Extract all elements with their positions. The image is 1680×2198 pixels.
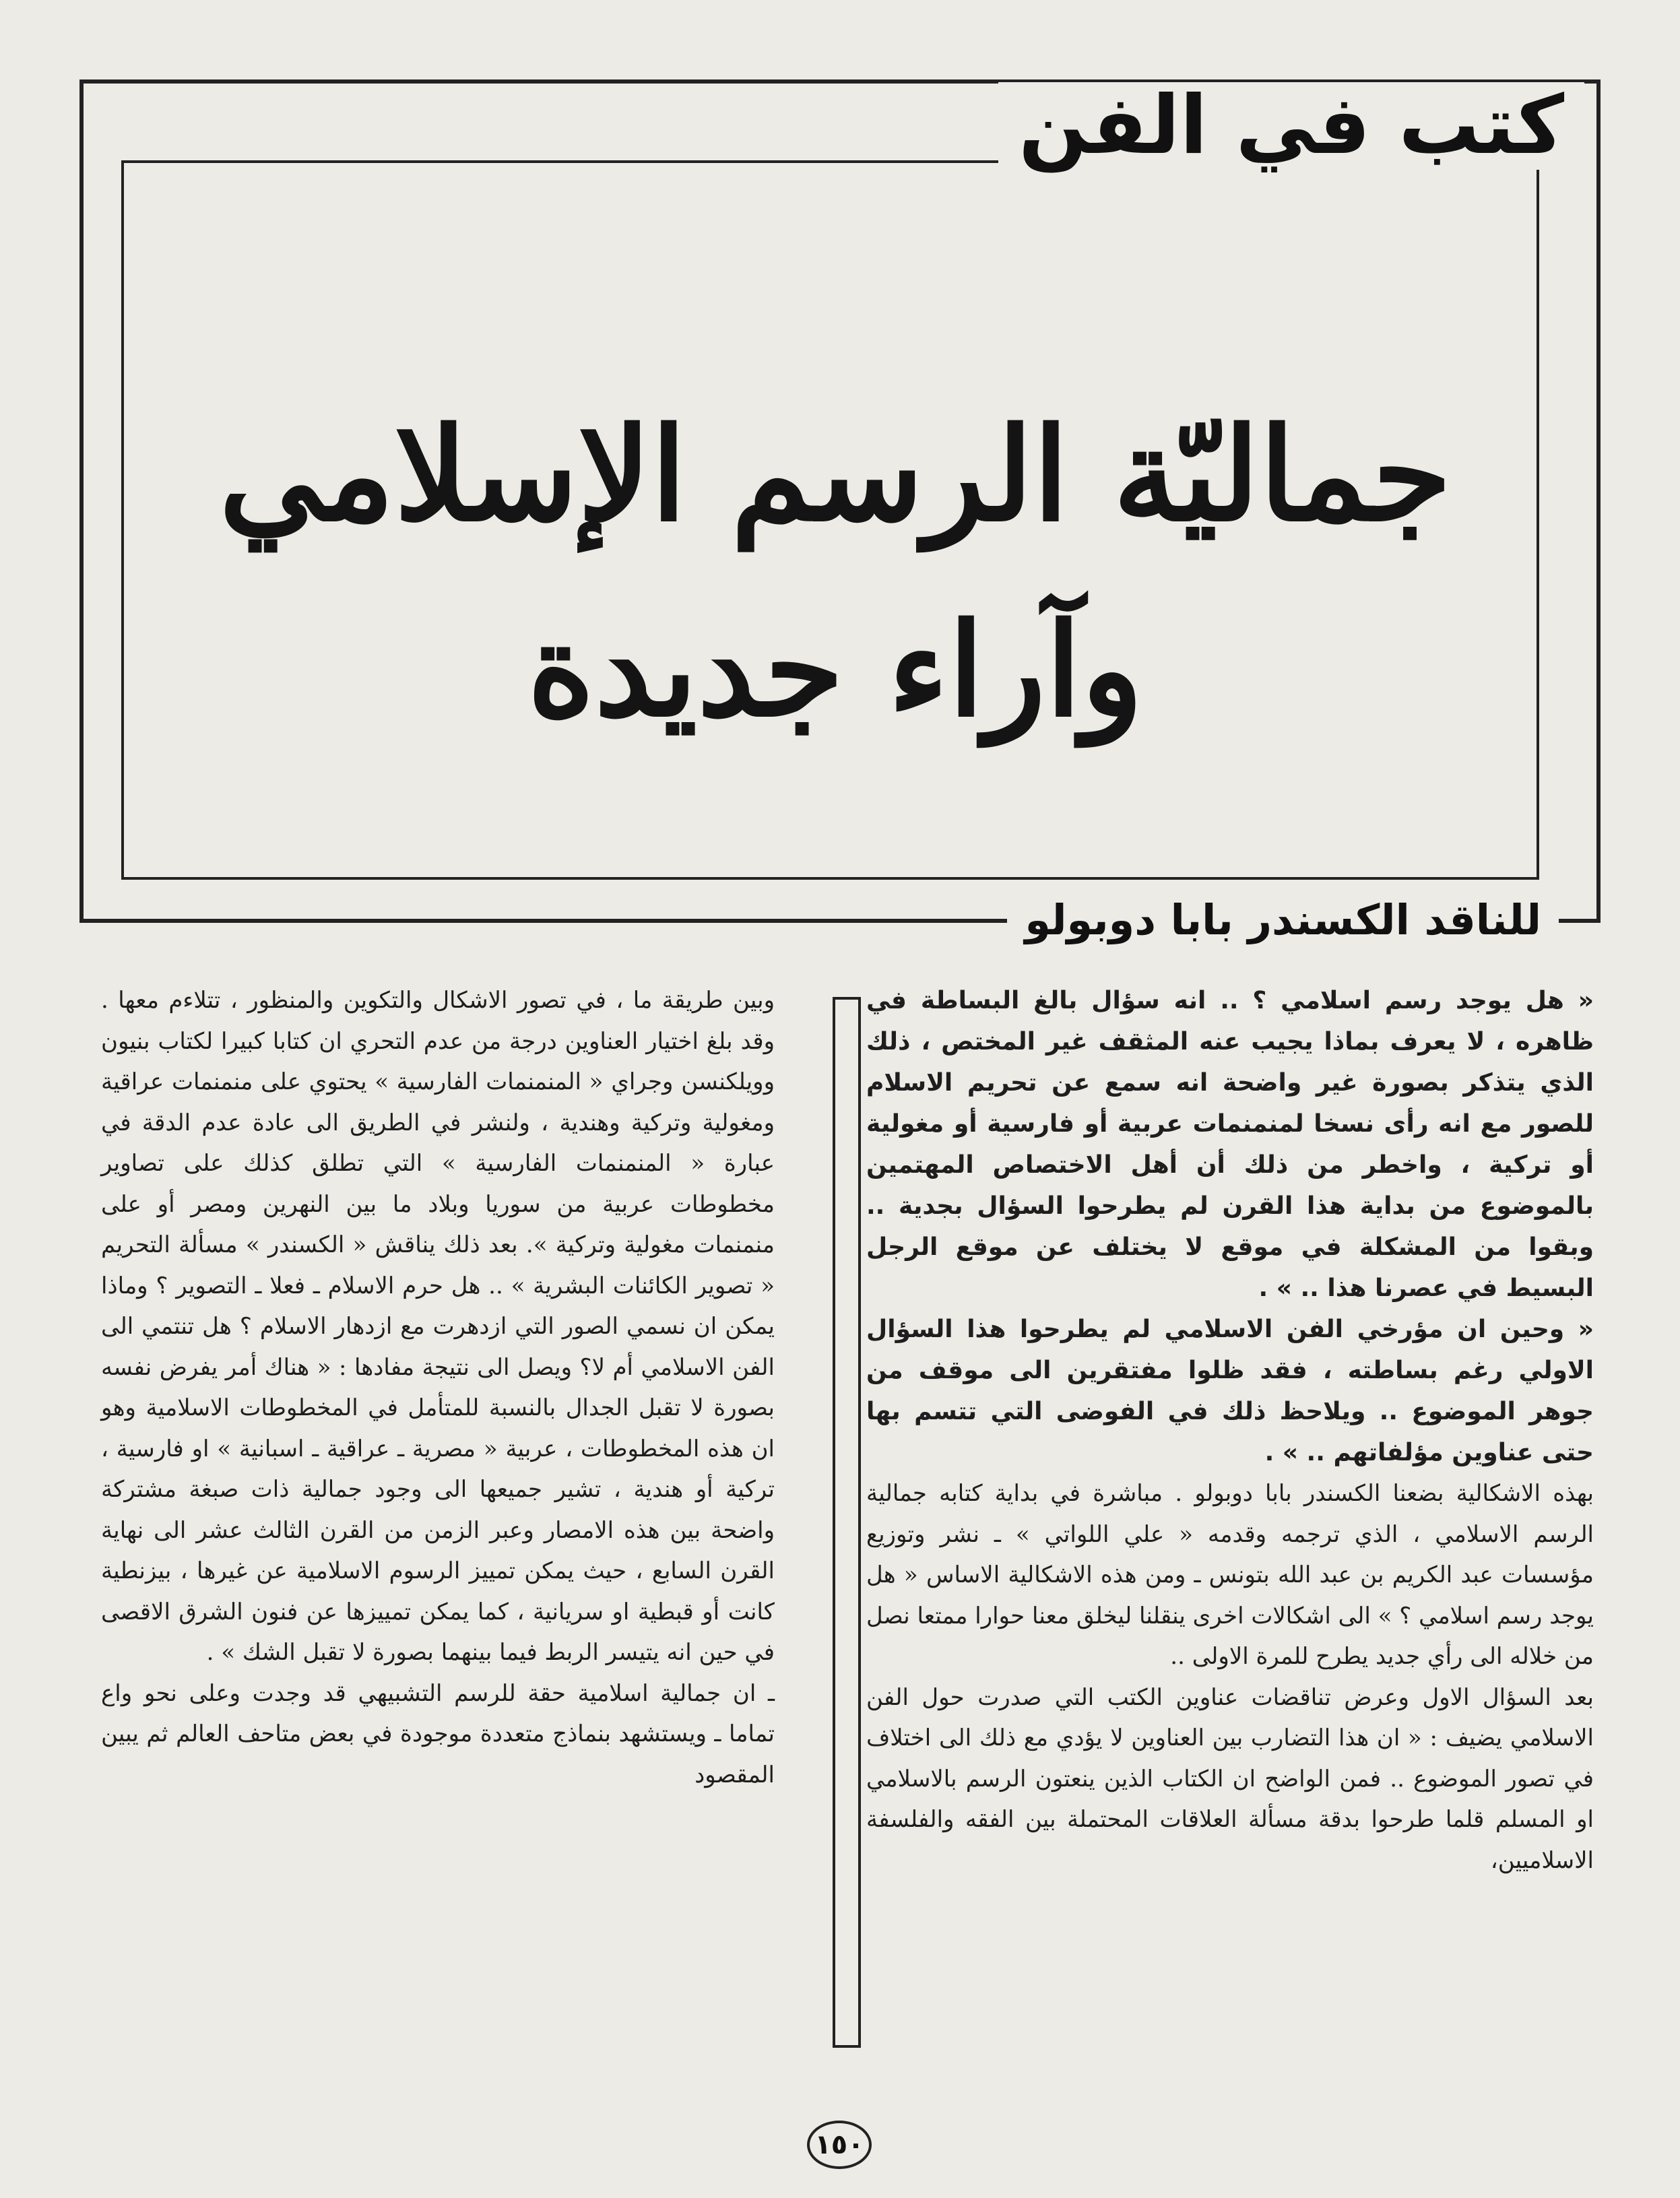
page-number: ١٥٠: [807, 2121, 872, 2169]
second-quote: « وحين ان مؤرخي الفن الاسلامي لم يطرحوا هذا السؤال الاولي رغم بساطته ، فقد ظلوا مفتقرين الى موقف من جوهر الموضوع .. ويلاحظ ذلك في الفوضى التي تتسم بها حتى عناوين مؤلفاتهم .. » .: [866, 1316, 1594, 1466]
left-column: [101, 980, 775, 1795]
body-paragraph: بعد السؤال الاول وعرض تناقضات عناوين الكتب التي صدرت حول الفن الاسلامي يضيف : « ان هذا التضارب بين العناوين لا يؤدي مع ذلك الى اختلاف في تصور الموضوع .. فمن الواضح ان الكتاب الذين ينعتون الرسم بالاسلامي او المسلم قلما طرحوا بدقة مسألة العلاقات المحتملة بين الفقه والفلسفة الاسلاميين،: [866, 1683, 1594, 1874]
right-column: [866, 980, 1594, 1881]
article-headline-line2: وآراء جديدة: [527, 595, 1143, 745]
body-paragraph: وبين طريقة ما ، في تصور الاشكال والتكوين والمنظور ، تتلاءم معها . وقد بلغ اختيار العناوين درجة من عدم التحري ان كتابا كبيرا لكتاب بنيون وويلكنسن وجراي « المنمنمات الفارسية » يحتوي على منمنمات عراقية ومغولية وتركية وهندية ، ولنشر في الطريق الى عادة عدم الدقة في عبارة « المنمنمات الفارسية » التي تطلق كذلك على تصاوير مخطوطات عربية من سوريا وبلاد ما بين النهرين ومصر أو على منمنمات مغولية وتركية ». بعد ذلك يناقش « الكسندر » مسألة التحريم « تصوير الكائنات البشرية » .. هل حرم الاسلام ـ فعلا ـ التصوير ؟ وماذا يمكن ان نسمي الصور التي ازدهرت مع ازدهار الاسلام ؟ هل تنتمي الى الفن الاسلامي أم لا؟ ويصل الى نتيجة مفادها : « هناك أمر يفرض نفسه بصورة لا تقبل الجدال بالنسبة للمتأمل في المخطوطات الاسلامية وهو ان هذه المخطوطات ، عربية « مصرية ـ عراقية ـ اسبانية » او فارسية ، تركية أو هندية ، تشير جميعها الى وجود جمالية ذات صبغة مشتركة واضحة بين هذه الامصار وعبر الزمن من القرن الثالث عشر الى نهاية القرن السابع ، حيث يمكن تمييز الرسوم الاسلامية عن غيرها ، بيزنطية كانت أو قبطية او سريانية ، كما يمكن تمييزها عن فنون الشرق الاقصى في حين انه يتيسر الربط فيما بينهما بصورة لا تقبل الشك » .: [101, 987, 775, 1666]
author-byline: للناقد الكسندر بابا دوبولو: [1007, 888, 1559, 952]
column-divider: [833, 997, 861, 2048]
article-headline-line1: جماليّة الرسم الإسلامي: [219, 399, 1452, 550]
body-paragraph: بهذه الاشكالية بضعنا الكسندر بابا دوبولو . مباشرة في بداية كتابه جمالية الرسم الاسلامي ، الذي ترجمه وقدمه « علي اللواتي » ـ نشر وتوزيع مؤسسات عبد الكريم بن عبد الله بتونس ـ ومن هذه الاشكالية الاساس « هل يوجد رسم اسلامي ؟ » الى اشكالات اخرى ينقلنا ليخلق معنا حوارا ممتعا نصل من خلاله الى رأي جديد يطرح للمرة الاولى ..: [866, 1480, 1594, 1670]
body-paragraph: ـ ان جمالية اسلامية حقة للرسم التشبيهي قد وجدت وعلى نحو واع تماما ـ ويستشهد بنماذج متعددة موجودة في بعض متاحف العالم ثم يبين المقصود: [101, 1679, 775, 1788]
section-title: كتب في الفن: [998, 82, 1584, 170]
opening-quote: « هل يوجد رسم اسلامي ؟ .. انه سؤال بالغ البساطة في ظاهره ، لا يعرف بماذا يجيب عنه المثقف غير المختص ، ذلك الذي يتذكر بصورة غير واضحة انه سمع عن تحريم الاسلام للصور مع انه رأى نسخا لمنمنمات عربية أو فارسية أو مغولية أو تركية ، واخطر من ذلك أن أهل الاختصاص المهتمين بالموضوع من بداية هذا القرن لم يطرحوا السؤال بجدية .. وبقوا من المشكلة في موقع لا يختلف عن موقع الرجل البسيط في عصرنا هذا .. » .: [866, 987, 1594, 1302]
